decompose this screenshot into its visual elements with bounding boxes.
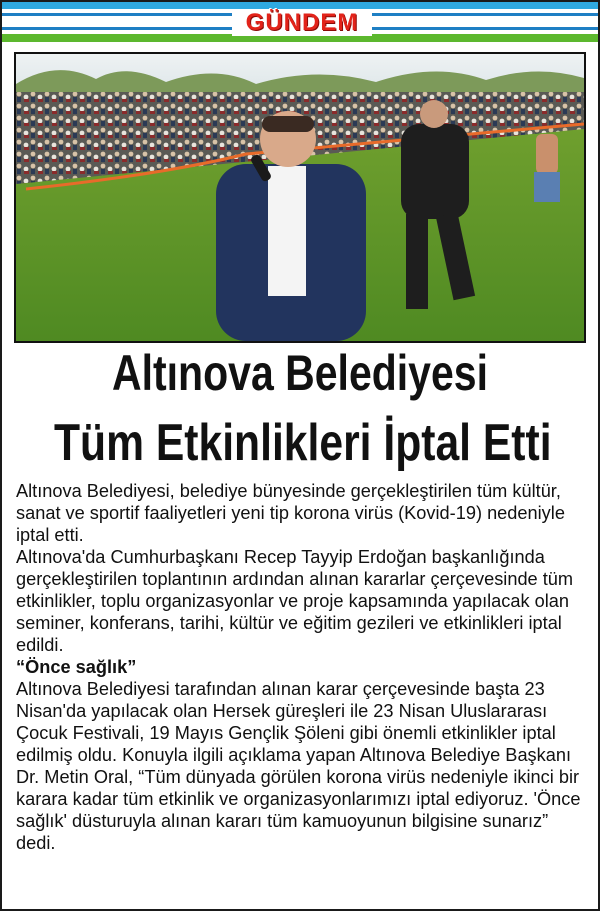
news-photo — [14, 52, 586, 343]
article-paragraph: Altınova'da Cumhurbaşkanı Recep Tayyip Erdoğan başkanlığında gerçekleştirilen toplantının ardından alınan kararlar çerçevesinde tüm etkinlikler, toplu organizasyonlar ve proje kapsamında yapılacak olan seminer, konferans, tarihi, kültür ve eğitim gezileri ve etkinlikleri iptal edildi. — [16, 547, 574, 655]
section-banner — [2, 2, 598, 42]
article-subheading: “Önce sağlık” — [16, 657, 137, 677]
headline-line-1: Altınova Belediyesi — [112, 345, 488, 401]
article-body — [16, 480, 590, 854]
banner-stripe — [2, 2, 598, 9]
photo-placeholder-icon — [16, 54, 584, 341]
article-paragraph: Altınova Belediyesi, belediye bünyesinde gerçekleştirilen tüm kültür, sanat ve sportif faaliyetleri yeni tip korona virüs (Kovid-19) nedeniyle iptal etti. — [16, 481, 565, 545]
headline-line-2: Tüm Etkinlikleri İptal Etti — [54, 414, 552, 472]
runner-figure — [534, 134, 560, 202]
section-label: GÜNDEM — [232, 10, 372, 36]
article-paragraph: Altınova Belediyesi tarafından alınan karar çerçevesinde başta 23 Nisan'da yapılacak olan Hersek güreşleri ile 23 Nisan Uluslararası Çocuk Festivali, 19 Mayıs Gençlik Şöleni gibi önemli etkinlikler iptal edilmiş oldu. Konuyla ilgili açıklama yapan Altınova Belediye Başkanı Dr. Metin Oral, “Tüm dünyada görülen korona virüs nedeniyle ikinci bir karara kadar tüm etkinlik ve organizasyonlarımızı iptal ediyoruz. 'Önce sağlık' düsturuyla alınan kararı tüm kamuoyunun bilgisine sunarız” dedi. — [16, 679, 581, 853]
